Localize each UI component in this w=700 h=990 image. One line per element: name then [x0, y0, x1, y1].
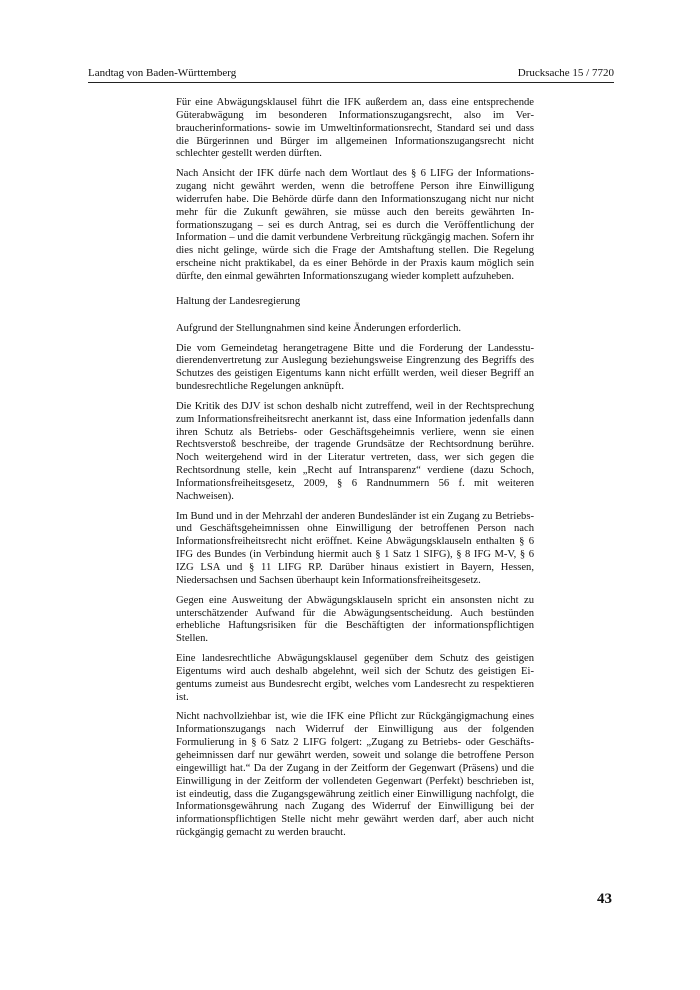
body-text — [176, 97, 534, 847]
section-heading: Haltung der Landesregierung — [176, 295, 301, 307]
paragraph: Nicht nachvollziehbar ist, wie die IFK eine Pflicht zur Rückgängigmachung eines Informationszugangs nach Widerruf der Einwilligung aus der folgenden Formulierung in § 6 Satz 2 LIFG folgert: „Zugang zu Betriebs- oder Geschäftsgeheimnissen darf nur gewährt werden, soweit und solange die betroffene Person eingewilligt hat.“ Da der Zugang in der Zeitform der Gegenwart (Präsens) und die Einwilligung in der Zeitform der vollendeten Gegenwart (Perfekt) beschrieben ist, ist eindeutig, dass die Zugangsgewährung zeitlich einer Einwilligung nachfolgt, die Informationsgewährung nach Zugang des Widerruf der Einwilligung bei der informationspflichtigen Stelle nicht mehr gewährt werden darf, aber auch nicht rückgängig gemacht zu werden braucht. — [176, 711, 534, 839]
paragraph: Gegen eine Ausweitung der Abwägungsklauseln spricht ein ansonsten nicht zu unterschätzender Aufwand für die Abwägungsentscheidung. Auch bestünden erhebliche Haftungsrisiken für die Beschäftigten der informationspflichtigen Stellen. — [176, 594, 534, 645]
paragraph: Nach Ansicht der IFK dürfe nach dem Wortlaut des § 6 LIFG der Informationszugang nicht gewährt werden, wenn die betroffene Person ihre Einwilligung widerrufen habe. Die Behörde dürfe dann den Informationszugang nicht nur nicht mehr für die Zukunft gewähren, sie müsse auch den bereits gewährten Informationszugang – sei es durch Antrag, sei es durch die Veröffentlichung der Information – und die damit verbundene Verbreitung rückgängig machen. Sofern ihr dies nicht gelinge, würde sich die Frage der Amtshaftung stellen. Die Regelung erscheine nicht praktikabel, da es einer Behörde in der Praxis kaum möglich sein dürfte, den einmal gewährten Informationszugang wieder komplett aufzuheben. — [176, 168, 534, 282]
paragraph: Eine landesrechtliche Abwägungsklausel gegenüber dem Schutz des geistigen Eigentums wird auch deshalb abgelehnt, weil sich der Schutz des geistigen Eigentums zumeist aus Bundesrecht ergibt, welches vom Landesrecht zu respektieren ist. — [176, 653, 534, 703]
paragraph: Für eine Abwägungsklausel führt die IFK außerdem an, dass eine entsprechende Güterabwägung im besonderen Informationszugangsrecht, also im Verbraucherinformations- sowie im Umweltinformationsrecht, Standard sei und dass die Bürgerinnen und Bürger im allgemeinen Informationszugangsrecht nicht schlechter gestellt werden dürften. — [176, 97, 534, 160]
intro-paragraph: Aufgrund der Stellungnahmen sind keine Änderungen erforderlich. — [176, 322, 462, 334]
header-left: Landtag von Baden-Württemberg — [88, 67, 237, 79]
paragraph: Im Bund und in der Mehrzahl der anderen Bundesländer ist ein Zugang zu Betriebs- und Geschäftsgeheimnissen ohne Einwilligung der betroffenen Person nach Informationsfreiheitsrecht nicht eröffnet. Keine Abwägungsklauseln enthalten § 6 IFG des Bundes (in Verbindung hiermit auch § 1 Satz 1 SIFG), § 8 IFG M-V, § 6 IZG LSA und § 11 LIFG RP. Darüber hinaus existiert in Bayern, Hessen, Niedersachsen und Sachsen überhaupt kein Informationsfreiheitsgesetz. — [176, 510, 534, 586]
running-header — [88, 66, 614, 80]
paragraph: Die vom Gemeindetag herangetragene Bitte und die Forderung der Landesstudierendenvertretung zur Auslegung beziehungsweise Eingrenzung des Begriffs des Schutzes des geistigen Eigentums kann nicht erfüllt werden, weil dieser Begriff an bundesrechtliche Regelungen anknüpft. — [176, 342, 534, 393]
header-rule — [88, 82, 614, 83]
header-right: Drucksache 15 / 7720 — [517, 67, 614, 79]
paragraph: Die Kritik des DJV ist schon deshalb nicht zutreffend, weil in der Rechtsprechung zum Informationsfreiheitsrecht anerkannt ist, dass eine Information jedenfalls dann ihren Schutz als Betriebs- oder Geschäftsgeheimnis verliere, wenn sie einen Rechtsverstoß beschreibe, der tragende Grundsätze der Rechtsordnung berühre. Noch weitergehend wird in der Literatur vertreten, dass, wer sich gegen die Rechtsordnung stelle, kein „Recht auf Intransparenz“ verdiene (dazu Schoch, Informationsfreiheitsgesetz, 2009, § 6 Randnummern 56 f. mit weiteren Nachweisen). — [176, 400, 534, 502]
page-number: 43 — [597, 891, 612, 907]
